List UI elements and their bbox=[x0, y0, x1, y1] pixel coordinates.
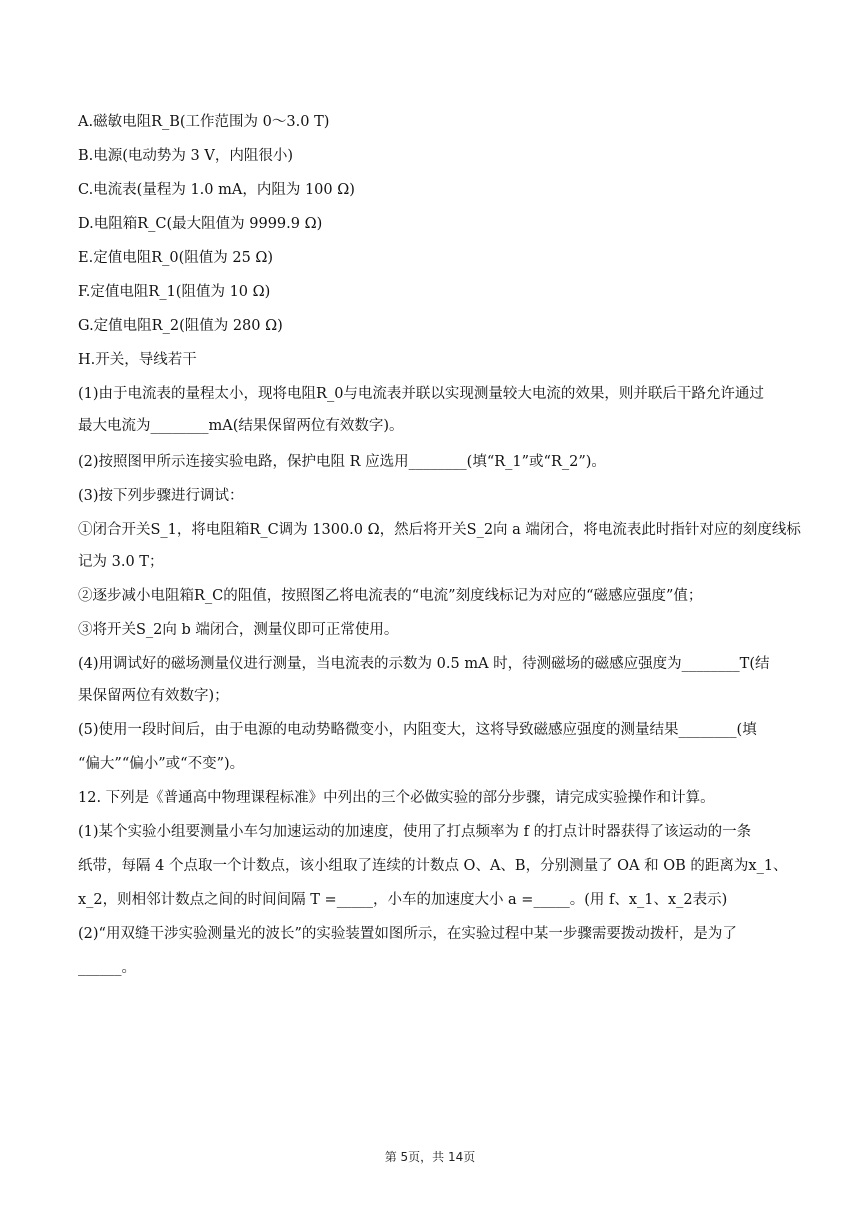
question-3: (3)按下列步骤进行调试： bbox=[78, 488, 244, 504]
option-d: D.电阻箱R_C(最大阻值为 9999.9 Ω) bbox=[78, 216, 323, 232]
option-h: H.开关，导线若干 bbox=[78, 352, 197, 368]
step-1-line-2: 记为 3.0 T； bbox=[78, 554, 164, 570]
question-5-line-1: (5)使用一段时间后，由于电源的电动势略微变小，内阻变大，这将导致磁感应强度的测量结果________(填 bbox=[78, 722, 757, 738]
option-b: B.电源(电动势为 3 V，内阻很小) bbox=[78, 148, 293, 164]
option-e: E.定值电阻R_0(阻值为 25 Ω) bbox=[78, 250, 274, 266]
problem-12-part-2-line-2: ______。 bbox=[78, 960, 136, 976]
option-g: G.定值电阻R_2(阻值为 280 Ω) bbox=[78, 318, 283, 334]
option-f: F.定值电阻R_1(阻值为 10 Ω) bbox=[78, 284, 271, 300]
problem-12-title: 12. 下列是《普通高中物理课程标准》中列出的三个必做实验的部分步骤，请完成实验操作和计算。 bbox=[78, 790, 715, 806]
option-a: A.磁敏电阻R_B(工作范围为 0～3.0 T) bbox=[78, 114, 330, 130]
question-1-line-1: (1)由于电流表的量程太小，现将电阻R_0与电流表并联以实现测量较大电流的效果，则并联后干路允许通过 bbox=[78, 386, 764, 402]
question-5-line-2: “偏大”“偏小”或“不变”)。 bbox=[78, 756, 245, 772]
step-1-line-1: ①闭合开关S_1，将电阻箱R_C调为 1300.0 Ω，然后将开关S_2向 a 端闭合，将电流表此时指针对应的刻度线标 bbox=[78, 522, 801, 538]
question-2: (2)按照图甲所示连接实验电路，保护电阻 R 应选用________(填“R_1”或“R_2”)。 bbox=[78, 454, 606, 470]
question-4-line-2: 果保留两位有效数字)； bbox=[78, 688, 229, 704]
problem-12-part-2-line-1: (2)“用双缝干涉实验测量光的波长”的实验装置如图所示，在实验过程中某一步骤需要拨动拨杆，是为了 bbox=[78, 926, 737, 942]
page-footer: 第 5页，共 14页 bbox=[384, 1150, 476, 1164]
question-4-line-1: (4)用调试好的磁场测量仪进行测量，当电流表的示数为 0.5 mA 时，待测磁场的磁感应强度为________T(结 bbox=[78, 656, 770, 672]
problem-12-part-1-line-1: (1)某个实验小组要测量小车匀加速运动的加速度，使用了打点频率为 f 的打点计时器获得了该运动的一条 bbox=[78, 824, 752, 840]
step-2: ②逐步减小电阻箱R_C的阻值，按照图乙将电流表的“电流”刻度线标记为对应的“磁感应强度”值； bbox=[78, 588, 703, 604]
question-1-line-2: 最大电流为________mA(结果保留两位有效数字)。 bbox=[78, 418, 404, 434]
option-c: C.电流表(量程为 1.0 mA，内阻为 100 Ω) bbox=[78, 182, 355, 198]
problem-12-part-1-line-3: x_2，则相邻计数点之间的时间间隔 T =_____，小车的加速度大小 a =_____。(用 f、x_1、x_2表示) bbox=[78, 892, 728, 908]
step-3: ③将开关S_2向 b 端闭合，测量仪即可正常使用。 bbox=[78, 622, 399, 638]
problem-12-part-1-line-2: 纸带，每隔 4 个点取一个计数点，该小组取了连续的计数点 O、A、B，分别测量了 OA 和 OB 的距离为x_1、 bbox=[78, 858, 788, 874]
